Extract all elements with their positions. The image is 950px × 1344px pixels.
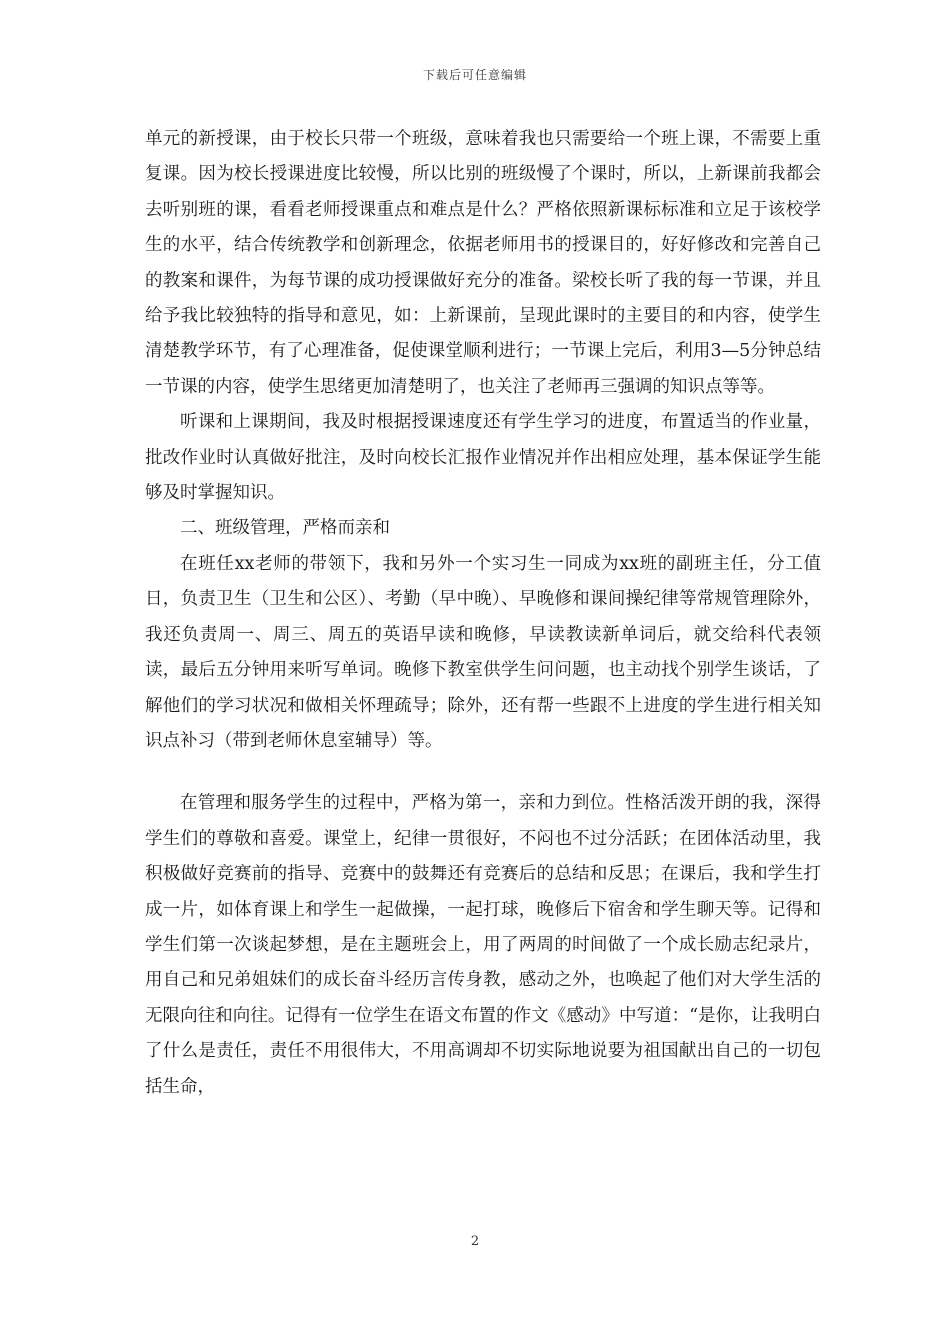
document-body — [145, 122, 821, 1105]
page-number: 2 — [470, 1234, 480, 1249]
page-header: 下载后可任意编辑 — [422, 68, 527, 82]
paragraph-strict-and-friendly: 在管理和服务学生的过程中，严格为第一，亲和力到位。性格活泼开朗的我，深得学生们的尊敬和喜爱。课堂上，纪律一贯很好，不闷也不过分活跃；在团体活动里，我积极做好竞赛前的指导、竞赛中的鼓舞还有竞赛后的总结和反思；在课后，我和学生打成一片，如体育课上和学生一起做操，一起打球，晚修后下宿舍和学生聊天等。记得和学生们第一次谈起梦想，是在主题班会上，用了两周的时间做了一个成长励志纪录片，用自己和兄弟姐妹们的成长奋斗经历言传身教，感动之外，也唤起了他们对大学生活的无限向往和向往。记得有一位学生在语文布置的作文《感动》中写道：“是你，让我明白了什么是责任，责任不用很伟大，不用高调却不切实际地说要为祖国献出自己的一切包括生命， — [145, 793, 821, 1097]
section-heading-class-management: 二、班级管理，严格而亲和 — [180, 518, 390, 539]
paragraph-homework: 听课和上课期间，我及时根据授课速度还有学生学习的进度，布置适当的作业量，批改作业时认真做好批注，及时向校长汇报作业情况并作出相应处理，基本保证学生能够及时掌握知识。 — [145, 412, 821, 504]
paragraph-deputy-head-teacher: 在班任xx老师的带领下，我和另外一个实习生一同成为xx班的副班主任，分工值日，负责卫生（卫生和公区）、考勤（早中晚）、早晚修和课间操纪律等常规管理除外，我还负责周一、周三、周五的英语早读和晚修，早读教读新单词后，就交给科代表领读，最后五分钟用来听写单词。晚修下教室供学生问问题，也主动找个别学生谈话，了解他们的学习状况和做相关怀理疏导；除外，还有帮一些跟不上进度的学生进行相关知识点补习（带到老师休息室辅导）等。 — [145, 553, 821, 751]
paragraph-lesson-prep: 单元的新授课，由于校长只带一个班级，意味着我也只需要给一个班上课，不需要上重复课。因为校长授课进度比较慢，所以比别的班级慢了个课时，所以，上新课前我都会去听别班的课，看看老师授课重点和难点是什么？严格依照新课标标准和立足于该校学生的水平，结合传统教学和创新理念，依据老师用书的授课目的，好好修改和完善自己的教案和课件，为每节课的成功授课做好充分的准备。梁校长听了我的每一节课，并且给予我比较独特的指导和意见，如：上新课前，呈现此课时的主要目的和内容，使学生清楚教学环节，有了心理准备，促使课堂顺利进行；一节课上完后，利用3—5分钟总结一节课的内容，使学生思绪更加清楚明了，也关注了老师再三强调的知识点等等。 — [145, 129, 821, 397]
